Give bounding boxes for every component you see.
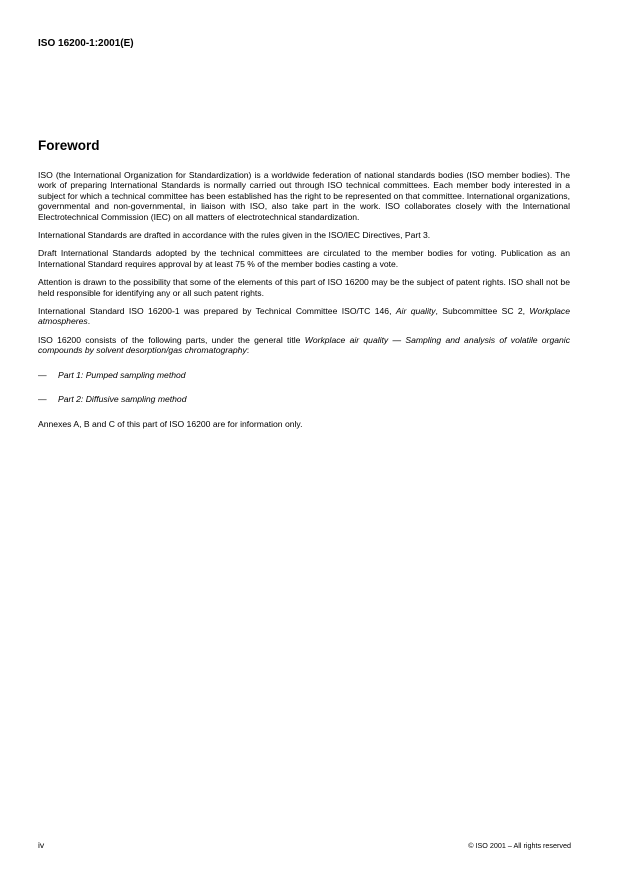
committee-text-c: , Subcommittee SC 2, — [435, 306, 530, 317]
committee-text-a: International Standard ISO 16200-1 was prepared by Technical Committee ISO/TC 146, — [38, 306, 396, 317]
general-title-italic: Workplace air quality — Sampling and analysis of volatile organic compounds by solvent desorption/gas chromatography — [38, 334, 570, 356]
paragraph-annexes: Annexes A, B and C of this part of ISO 16200 are for information only. — [38, 418, 303, 429]
committee-text-e: . — [87, 316, 91, 327]
paragraph-committee — [38, 306, 570, 327]
subcommittee-name-italic: Workplace atmospheres — [38, 306, 570, 327]
paragraph-patent-rights: Attention is drawn to the possibility that some of the elements of this part of ISO 16200 may be the subject of patent rights. ISO shall not be held responsible for identifying any or all such patent rights. — [38, 277, 570, 298]
foreword-body — [38, 170, 570, 439]
page-title: Foreword — [38, 138, 100, 153]
list-item — [38, 370, 570, 380]
list-item — [38, 394, 570, 404]
list-item-text: Part 2: Diffusive sampling method — [58, 394, 187, 405]
paragraph-iso-intro: ISO (the International Organization for Standardization) is a worldwide federation of national standards bodies (ISO member bodies). The work of preparing International Standards is normally carried out through ISO technical committees. Each member body interested in a subject for which a technical committee has been established has the right to be represented on that committee. International organizations, governmental and non-governmental, in liaison with ISO, also take part in the work. ISO collaborates closely with the International Electrotechnical Commission (IEC) on all matters of electrotechnical standardization. — [38, 170, 570, 222]
document-id-header: ISO 16200-1:2001(E) — [38, 38, 134, 49]
parts-text-c: : — [246, 345, 250, 356]
paragraph-drafting-rules: International Standards are drafted in accordance with the rules given in the ISO/IEC Directives, Part 3. — [38, 230, 431, 241]
list-dash: — — [38, 369, 47, 380]
paragraph-parts — [38, 335, 570, 356]
paragraph-voting: Draft International Standards adopted by the technical committees are circulated to the member bodies for voting. Publication as an International Standard requires approval by at least 75 % of the member bodies casting a vote. — [38, 248, 570, 269]
committee-name-italic: Air quality — [395, 306, 436, 317]
parts-text-a: ISO 16200 consists of the following parts, under the general title — [38, 334, 305, 345]
list-dash: — — [38, 394, 47, 405]
copyright-notice: © ISO 2001 – All rights reserved — [468, 841, 571, 850]
page-number: iv — [38, 840, 45, 850]
list-item-text: Part 1: Pumped sampling method — [58, 369, 186, 380]
